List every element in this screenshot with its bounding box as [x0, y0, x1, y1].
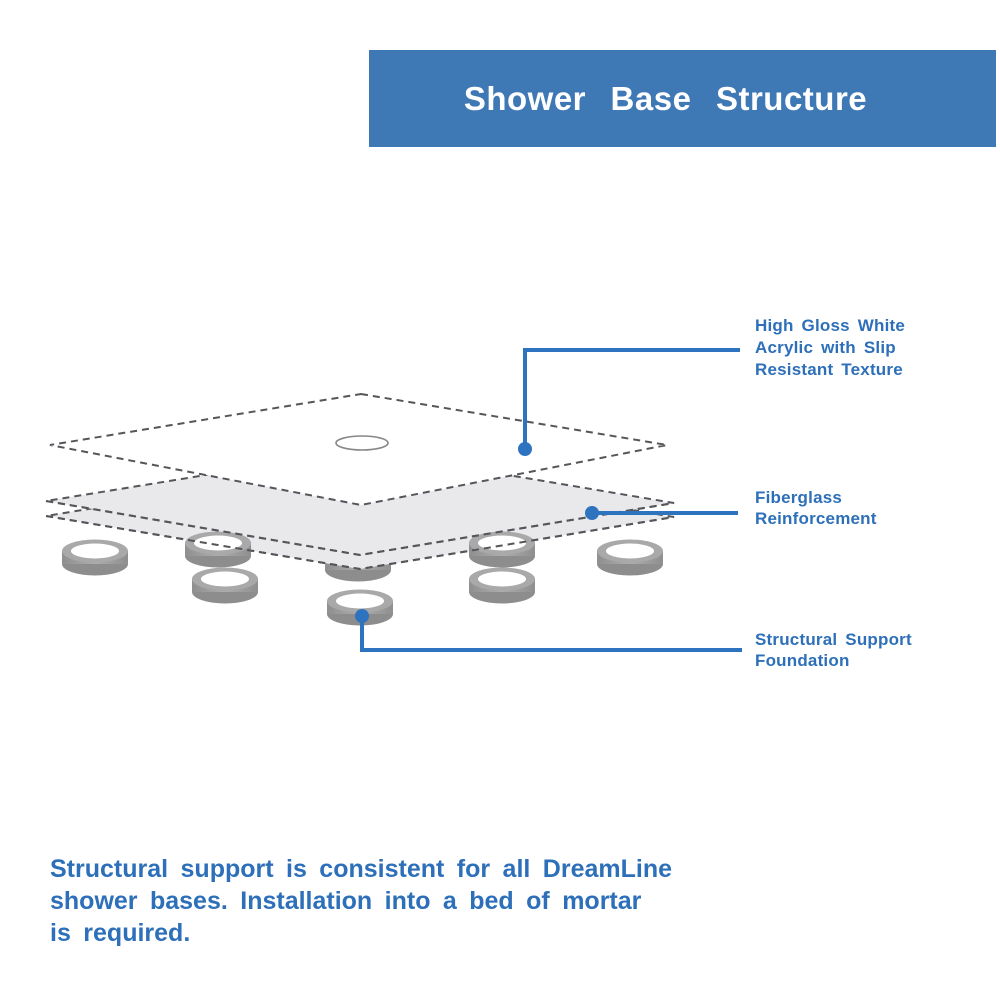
- footer-line: is required.: [50, 919, 191, 947]
- support-ring: [62, 540, 128, 576]
- callout-line: Fiberglass: [755, 488, 843, 507]
- support-ring: [597, 540, 663, 576]
- callout-line: Foundation: [755, 651, 850, 670]
- callout-line: Resistant Texture: [755, 360, 903, 379]
- support-ring: [469, 568, 535, 604]
- footer-line: Structural support is consistent for all DreamLine: [50, 855, 673, 883]
- callout-line: Reinforcement: [755, 509, 877, 528]
- drain-hole: [336, 436, 388, 450]
- leader-dot-fiberglass: [585, 506, 599, 520]
- callout-line: Acrylic with Slip: [755, 338, 896, 357]
- leader-dot-foundation: [355, 609, 369, 623]
- leader-line-foundation: [362, 616, 742, 650]
- callout-fiberglass-label: [755, 487, 877, 529]
- callout-acrylic-label: [755, 315, 905, 381]
- support-ring: [192, 568, 258, 604]
- page-title: Shower Base Structure: [463, 79, 868, 117]
- callout-foundation-label: [755, 629, 912, 671]
- footer-note: [50, 853, 672, 949]
- callout-line: High Gloss White: [755, 316, 906, 335]
- callout-line: Structural Support: [755, 630, 912, 649]
- leader-dot-acrylic: [518, 442, 532, 456]
- footer-line: shower bases. Installation into a bed of mortar: [50, 887, 642, 915]
